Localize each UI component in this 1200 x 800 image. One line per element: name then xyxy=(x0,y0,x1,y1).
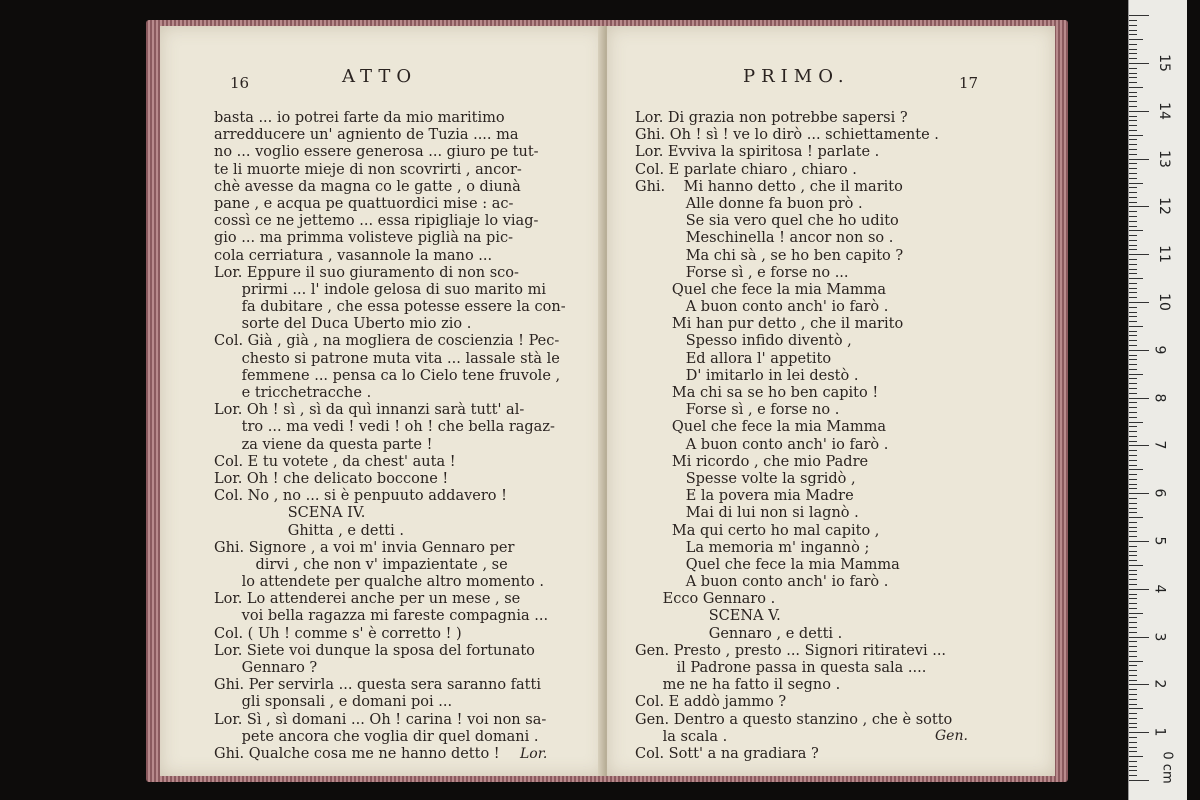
text-line: Spesso infido diventò , xyxy=(635,333,852,350)
ruler-tick xyxy=(1129,331,1137,332)
ruler-tick xyxy=(1129,192,1137,193)
ruler-tick xyxy=(1129,307,1137,308)
ruler-number: 5 xyxy=(1151,536,1168,546)
ruler-tick xyxy=(1129,326,1143,327)
text-line: A buon conto anch' io farò . xyxy=(635,574,889,591)
ruler-tick xyxy=(1129,302,1149,303)
ruler-number: 7 xyxy=(1151,440,1168,450)
ruler-tick xyxy=(1129,551,1137,552)
ruler-tick xyxy=(1129,44,1137,45)
ruler-tick xyxy=(1129,651,1137,652)
text-line: E la povera mia Madre xyxy=(635,488,854,505)
text-line: pete ancora che voglia dir quel domani . xyxy=(214,728,539,745)
right-catchword: Gen. xyxy=(935,728,968,744)
ruler-tick xyxy=(1129,355,1137,356)
text-line: Gen. Dentro a questo stanzino , che è sotto xyxy=(635,711,953,728)
ruler-tick xyxy=(1129,761,1137,762)
ruler-number: 2 xyxy=(1151,679,1168,689)
left-page xyxy=(160,26,605,776)
text-line: chè avesse da magna co le gatte , o diunà xyxy=(214,178,521,195)
text-line: A buon conto anch' io farò . xyxy=(635,436,889,453)
ruler-tick xyxy=(1129,675,1137,676)
text-line: Mai di lui non si lagnò . xyxy=(635,505,859,522)
text-line: cola cerriatura , vasannole la mano ... xyxy=(214,247,493,264)
measuring-ruler xyxy=(1128,0,1187,800)
left-page-number: 16 xyxy=(230,74,250,92)
ruler-tick xyxy=(1129,670,1137,671)
ruler-tick xyxy=(1129,230,1143,231)
ruler-tick xyxy=(1129,613,1143,614)
ruler-number: 6 xyxy=(1151,488,1168,498)
text-line: Ed allora l' appetito xyxy=(635,350,832,367)
ruler-tick xyxy=(1129,780,1149,781)
text-line: Ma qui certo ho mal capito , xyxy=(635,522,880,539)
ruler-tick xyxy=(1129,560,1137,561)
text-line: no ... voglio essere generosa ... giuro pe tut- xyxy=(214,144,539,161)
text-line: Lor. Oh ! che delicato boccone ! xyxy=(214,470,449,487)
text-line: la scala . xyxy=(635,728,728,745)
ruler-tick xyxy=(1129,378,1137,379)
text-line: fa dubitare , che essa potesse essere la con- xyxy=(214,299,566,316)
text-line: Ghi. Signore , a voi m' invia Gennaro per xyxy=(214,539,515,556)
ruler-tick xyxy=(1129,498,1137,499)
ruler-tick xyxy=(1129,20,1137,21)
text-line: cossì ce ne jettemo ... essa ripigliaje lo viag- xyxy=(214,213,539,230)
ruler-tick xyxy=(1129,340,1137,341)
ruler-tick xyxy=(1129,101,1137,102)
text-line: Ghitta , e detti . xyxy=(214,522,404,539)
text-line: Se sia vero quel che ho udito xyxy=(635,213,899,230)
text-line: SCENA IV. xyxy=(214,505,366,522)
ruler-tick xyxy=(1129,297,1137,298)
ruler-tick xyxy=(1129,450,1137,451)
ruler-tick xyxy=(1129,531,1137,532)
ruler-tick xyxy=(1129,245,1137,246)
text-line: Ghi. Mi hanno detto , che il marito xyxy=(635,178,903,195)
ruler-tick xyxy=(1129,574,1137,575)
ruler-tick xyxy=(1129,321,1137,322)
ruler-tick xyxy=(1129,436,1137,437)
ruler-tick xyxy=(1129,374,1143,375)
ruler-tick xyxy=(1129,512,1137,513)
ruler-tick xyxy=(1129,732,1149,733)
ruler-tick xyxy=(1129,383,1137,384)
ruler-tick xyxy=(1129,369,1137,370)
ruler-tick xyxy=(1129,422,1143,423)
text-line: sorte del Duca Uberto mio zio . xyxy=(214,316,472,333)
ruler-number: 14 xyxy=(1155,101,1172,120)
ruler-tick xyxy=(1129,546,1137,547)
ruler-tick xyxy=(1129,617,1137,618)
ruler-tick xyxy=(1129,594,1137,595)
ruler-number: 12 xyxy=(1155,197,1172,216)
ruler-tick xyxy=(1129,704,1137,705)
ruler-tick xyxy=(1129,30,1137,31)
ruler-tick xyxy=(1129,407,1137,408)
text-line: voi bella ragazza mi fareste compagnia ... xyxy=(214,608,549,625)
ruler-tick xyxy=(1129,149,1137,150)
ruler-tick xyxy=(1129,77,1137,78)
ruler-tick xyxy=(1129,402,1137,403)
text-line: Ecco Gennaro . xyxy=(635,591,776,608)
text-line: Lor. Oh ! sì , sì da quì innanzi sarà tutt' al- xyxy=(214,402,525,419)
ruler-tick xyxy=(1129,503,1137,504)
text-line: Col. E tu votete , da chest' auta ! xyxy=(214,453,456,470)
text-line: Mi han pur detto , che il marito xyxy=(635,316,904,333)
ruler-tick xyxy=(1129,178,1137,179)
ruler-tick xyxy=(1129,684,1149,685)
text-line: Meschinella ! ancor non so . xyxy=(635,230,894,247)
ruler-unit-label: 0 cm xyxy=(1159,751,1175,784)
ruler-tick xyxy=(1129,312,1137,313)
ruler-tick xyxy=(1129,680,1137,681)
ruler-tick xyxy=(1129,474,1137,475)
ruler-tick xyxy=(1129,441,1137,442)
ruler-number: 13 xyxy=(1155,149,1172,168)
ruler-tick xyxy=(1129,770,1137,771)
ruler-tick xyxy=(1129,335,1137,336)
text-line: Lor. Di grazia non potrebbe sapersi ? xyxy=(635,110,908,126)
ruler-number: 1 xyxy=(1151,727,1168,737)
ruler-tick xyxy=(1129,92,1137,93)
ruler-tick xyxy=(1129,264,1137,265)
ruler-tick xyxy=(1129,154,1137,155)
ruler-tick xyxy=(1129,484,1137,485)
ruler-tick xyxy=(1129,398,1149,399)
text-line: prirmi ... l' indole gelosa di suo marito mi xyxy=(214,281,547,298)
ruler-number: 8 xyxy=(1151,393,1168,403)
ruler-tick xyxy=(1129,63,1149,64)
text-line: Lor. Evviva la spiritosa ! parlate . xyxy=(635,144,880,161)
ruler-tick xyxy=(1129,627,1137,628)
ruler-tick xyxy=(1129,527,1137,528)
ruler-tick xyxy=(1129,708,1143,709)
ruler-tick xyxy=(1129,269,1137,270)
text-line: tro ... ma vedi ! vedi ! oh ! che bella ragaz- xyxy=(214,419,555,436)
ruler-tick xyxy=(1129,536,1137,537)
text-line: femmene ... pensa ca lo Cielo tene fruvole , xyxy=(214,367,561,384)
text-line: Spesse volte la sgridò , xyxy=(635,470,856,487)
ruler-tick xyxy=(1129,316,1137,317)
ruler-tick xyxy=(1129,39,1143,40)
text-line: za viene da questa parte ! xyxy=(214,436,433,453)
ruler-tick xyxy=(1129,187,1137,188)
ruler-tick xyxy=(1129,656,1137,657)
ruler-tick xyxy=(1129,163,1137,164)
ruler-tick xyxy=(1129,426,1137,427)
ruler-tick xyxy=(1129,465,1137,466)
text-line: pane , e acqua pe quattuordici mise : ac- xyxy=(214,195,514,212)
text-line: Col. Sott' a na gradiara ? xyxy=(635,745,819,762)
text-line: SCENA V. xyxy=(635,608,781,625)
ruler-tick xyxy=(1129,469,1143,470)
ruler-tick xyxy=(1129,665,1137,666)
ruler-tick xyxy=(1129,235,1137,236)
text-line: Col. E parlate chiaro , chiaro . xyxy=(635,161,857,178)
ruler-tick xyxy=(1129,723,1137,724)
ruler-tick xyxy=(1129,58,1137,59)
ruler-tick xyxy=(1129,15,1149,16)
ruler-number: 15 xyxy=(1155,54,1172,72)
ruler-tick xyxy=(1129,622,1137,623)
ruler-tick xyxy=(1129,226,1137,227)
text-line: basta ... io potrei farte da mio maritimo xyxy=(214,110,505,126)
ruler-tick xyxy=(1129,130,1137,131)
ruler-tick xyxy=(1129,82,1137,83)
text-line: Col. No , no ... si è penpuuto addavero ! xyxy=(214,488,507,505)
text-line: e tricchetracche . xyxy=(214,385,372,401)
ruler-tick xyxy=(1129,135,1143,136)
text-line: te li muorte mieje di non scovrirti , ancor- xyxy=(214,161,522,178)
ruler-tick xyxy=(1129,111,1149,112)
ruler-tick xyxy=(1129,288,1137,289)
ruler-tick xyxy=(1129,508,1137,509)
ruler-tick xyxy=(1129,742,1137,743)
ruler-tick xyxy=(1129,555,1137,556)
ruler-tick xyxy=(1129,240,1137,241)
ruler-tick xyxy=(1129,766,1137,767)
text-line: Col. ( Uh ! comme s' è corretto ! ) xyxy=(214,625,462,642)
right-running-head: PRIMO. xyxy=(743,66,850,87)
ruler-tick xyxy=(1129,417,1137,418)
ruler-tick xyxy=(1129,637,1149,638)
ruler-tick xyxy=(1129,598,1137,599)
text-line: Ghi. Qualche cosa me ne hanno detto ! xyxy=(214,745,500,762)
text-line: Lor. Sì , sì domani ... Oh ! carina ! voi non sa- xyxy=(214,711,547,728)
text-line: Col. E addò jammo ? xyxy=(635,694,787,711)
ruler-tick xyxy=(1129,221,1137,222)
ruler-tick xyxy=(1129,460,1137,461)
ruler-tick xyxy=(1129,393,1137,394)
text-line: Ghi. Per servirla ... questa sera saranno fatti xyxy=(214,677,541,694)
ruler-tick xyxy=(1129,589,1149,590)
ruler-tick xyxy=(1129,713,1137,714)
ruler-tick xyxy=(1129,53,1137,54)
ruler-tick xyxy=(1129,211,1137,212)
ruler-tick xyxy=(1129,431,1137,432)
text-line: Quel che fece la mia Mamma xyxy=(635,419,887,436)
ruler-tick xyxy=(1129,87,1143,88)
ruler-tick xyxy=(1129,541,1149,542)
ruler-tick xyxy=(1129,249,1137,250)
ruler-tick xyxy=(1129,737,1137,738)
ruler-tick xyxy=(1129,116,1137,117)
right-page-number: 17 xyxy=(959,74,979,92)
ruler-tick xyxy=(1129,350,1149,351)
text-line: il Padrone passa in questa sala .... xyxy=(635,660,927,676)
ruler-tick xyxy=(1129,34,1137,35)
ruler-tick xyxy=(1129,278,1143,279)
text-line: D' imitarlo in lei destò . xyxy=(635,367,859,384)
ruler-tick xyxy=(1129,173,1137,174)
ruler-tick xyxy=(1129,68,1137,69)
ruler-tick xyxy=(1129,254,1149,255)
ruler-tick xyxy=(1129,641,1137,642)
text-line: dirvi , che non v' impazientate , se xyxy=(214,556,508,573)
text-line: Quel che fece la mia Mamma xyxy=(635,281,887,298)
text-line: gio ... ma primma volisteve piglià na pic- xyxy=(214,230,513,247)
ruler-tick xyxy=(1129,106,1137,107)
right-page-text xyxy=(635,110,952,763)
ruler-tick xyxy=(1129,197,1137,198)
ruler-tick xyxy=(1129,570,1137,571)
ruler-tick xyxy=(1129,646,1137,647)
text-line: Quel che fece la mia Mamma xyxy=(635,556,900,573)
ruler-tick xyxy=(1129,694,1137,695)
ruler-number: 9 xyxy=(1151,345,1168,355)
ruler-tick xyxy=(1129,259,1137,260)
text-line: Gennaro ? xyxy=(214,660,318,676)
ruler-tick xyxy=(1129,661,1143,662)
ruler-tick xyxy=(1129,727,1137,728)
ruler-tick xyxy=(1129,73,1137,74)
ruler-tick xyxy=(1129,747,1137,748)
ruler-tick xyxy=(1129,488,1137,489)
ruler-tick xyxy=(1129,699,1137,700)
ruler-tick xyxy=(1129,388,1137,389)
ruler-tick xyxy=(1129,183,1143,184)
ruler-tick xyxy=(1129,359,1137,360)
ruler-tick xyxy=(1129,49,1137,50)
ruler-tick xyxy=(1129,206,1149,207)
text-line: Lor. Lo attenderei anche per un mese , se xyxy=(214,591,521,608)
text-line: La memoria m' ingannò ; xyxy=(635,539,870,556)
ruler-tick xyxy=(1129,479,1137,480)
ruler-tick xyxy=(1129,216,1137,217)
ruler-tick xyxy=(1129,345,1137,346)
text-line: chesto si patrone muta vita ... lassale stà le xyxy=(214,350,560,367)
ruler-tick xyxy=(1129,603,1137,604)
text-line: Lor. Siete voi dunque la sposa del fortunato xyxy=(214,642,535,659)
ruler-tick xyxy=(1129,689,1137,690)
ruler-tick xyxy=(1129,632,1137,633)
ruler-tick xyxy=(1129,125,1137,126)
ruler-tick xyxy=(1129,139,1137,140)
ruler-tick xyxy=(1129,168,1137,169)
ruler-number: 3 xyxy=(1151,632,1168,642)
ruler-tick xyxy=(1129,517,1143,518)
ruler-tick xyxy=(1129,445,1149,446)
text-line: lo attendete per qualche altro momento . xyxy=(214,574,544,591)
text-line: Forse sì , e forse no ... xyxy=(635,264,849,281)
ruler-number: 11 xyxy=(1155,245,1172,264)
left-page-text xyxy=(214,110,566,763)
ruler-tick xyxy=(1129,522,1137,523)
ruler-tick xyxy=(1129,493,1149,494)
text-line: Mi ricordo , che mio Padre xyxy=(635,453,869,470)
ruler-tick xyxy=(1129,159,1149,160)
text-line: Ma chi sà , se ho ben capito ? xyxy=(635,247,904,264)
ruler-tick xyxy=(1129,756,1143,757)
ruler-tick xyxy=(1129,273,1137,274)
text-line: Ghi. Oh ! sì ! ve lo dirò ... schiettamente . xyxy=(635,127,939,144)
text-line: arredducere un' agniento de Tuzia .... ma xyxy=(214,127,519,144)
ruler-tick xyxy=(1129,412,1137,413)
ruler-tick xyxy=(1129,565,1143,566)
right-page xyxy=(607,26,1055,776)
text-line: Gennaro , e detti . xyxy=(635,625,843,642)
text-line: Ma chi sa se ho ben capito ! xyxy=(635,385,879,401)
text-line: me ne ha fatto il segno . xyxy=(635,677,841,694)
ruler-tick xyxy=(1129,584,1137,585)
ruler-tick xyxy=(1129,292,1137,293)
text-line: Col. Già , già , na mogliera de coscienzia ! Pec- xyxy=(214,333,560,350)
ruler-tick xyxy=(1129,718,1137,719)
ruler-number: 10 xyxy=(1155,293,1172,311)
ruler-tick xyxy=(1129,775,1137,776)
ruler-tick xyxy=(1129,579,1137,580)
ruler-tick xyxy=(1129,283,1137,284)
ruler-tick xyxy=(1129,25,1137,26)
text-line: Lor. Eppure il suo giuramento di non sco- xyxy=(214,264,519,281)
ruler-tick xyxy=(1129,120,1137,121)
text-line: gli sponsali , e domani poi ... xyxy=(214,694,453,711)
ruler-tick xyxy=(1129,455,1137,456)
ruler-tick xyxy=(1129,751,1137,752)
ruler-tick xyxy=(1129,608,1137,609)
ruler-tick xyxy=(1129,364,1137,365)
left-running-head: ATTO xyxy=(342,66,418,87)
text-line: A buon conto anch' io farò . xyxy=(635,299,889,316)
ruler-tick xyxy=(1129,202,1137,203)
ruler-tick xyxy=(1129,96,1137,97)
text-line: Gen. Presto , presto ... Signori ritiratevi ... xyxy=(635,642,947,659)
left-catchword: Lor. xyxy=(520,746,548,762)
ruler-number: 4 xyxy=(1151,584,1168,594)
text-line: Alle donne fa buon prò . xyxy=(635,195,863,212)
ruler-tick xyxy=(1129,144,1137,145)
text-line: Forse sì , e forse no . xyxy=(635,402,840,419)
